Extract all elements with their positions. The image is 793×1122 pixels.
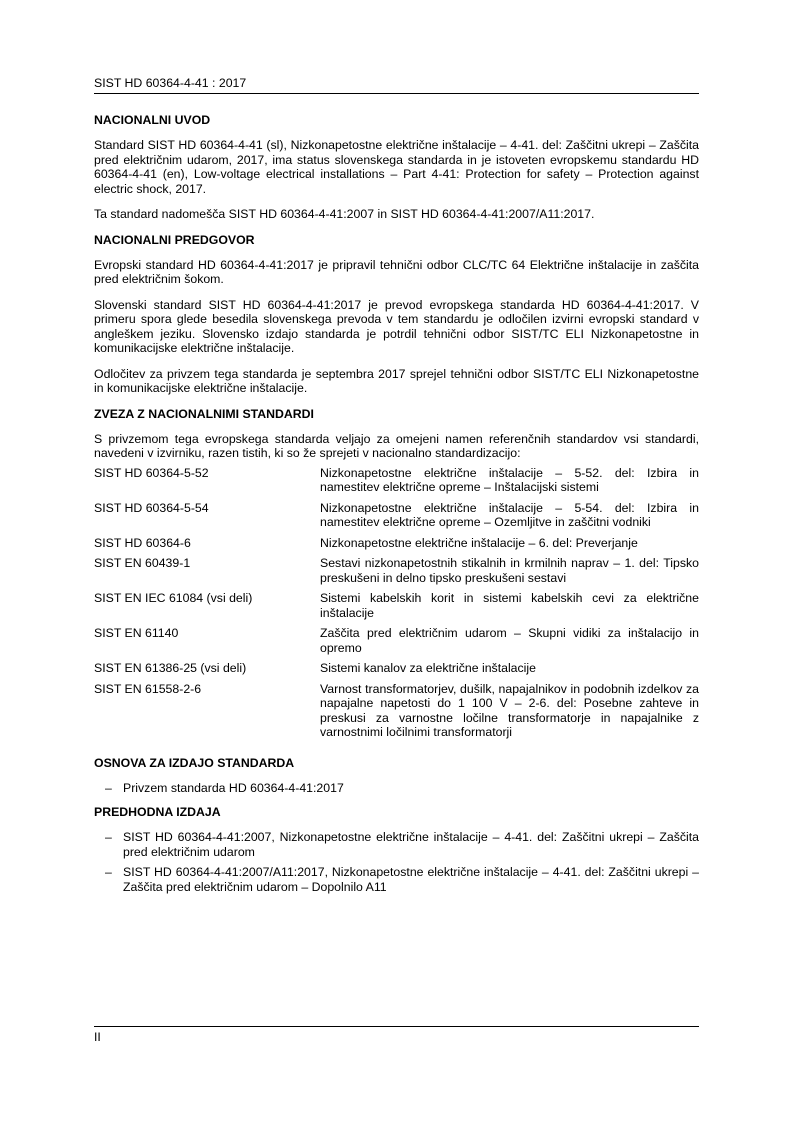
- standard-code: SIST EN 61558-2-6: [94, 681, 202, 696]
- standard-description: Nizkonapetostne električne inštalacije – 5-54. del: Izbira in namestitev električne opreme – Ozemljitve in zaščitni vodniki: [320, 500, 699, 529]
- predgovor-paragraph-1: Evropski standard HD 60364-4-41:2017 je pripravil tehnični odbor CLC/TC 64 Električne inštalacije in zaščita pred električnim šokom.: [94, 257, 699, 286]
- list-item-text: Privzem standarda HD 60364-4-41:2017: [123, 780, 344, 795]
- header-title: SIST HD 60364-4-41 : 2017: [94, 76, 247, 90]
- standard-description: Sestavi nizkonapetostnih stikalnih in krmilnih naprav – 1. del: Tipsko preskušeni in delno tipsko preskušeni sestavi: [320, 556, 699, 585]
- uvod-paragraph-2: Ta standard nadomešča SIST HD 60364-4-41:2007 in SIST HD 60364-4-41:2007/A11:2017.: [94, 207, 595, 221]
- table-row: [94, 661, 699, 682]
- document-body: [94, 113, 699, 904]
- predhodna-list: [94, 830, 699, 894]
- standard-description: Zaščita pred električnim udarom – Skupni vidiki za inštalacijo in opremo: [320, 626, 699, 655]
- zveza-intro: S privzemom tega evropskega standarda veljajo za omejeni namen referenčnih standardov vsi standardi, navedeni v izvirniku, razen tistih, ki so že sprejeti v nacionalno standardizacijo:: [94, 431, 699, 460]
- dash-bullet: –: [105, 865, 112, 879]
- standard-code: SIST HD 60364-5-54: [94, 500, 209, 515]
- heading-predhodna: PREDHODNA IZDAJA: [94, 805, 221, 819]
- standard-code: SIST HD 60364-5-52: [94, 465, 209, 480]
- osnova-list: [94, 781, 699, 796]
- standard-code: SIST EN 60439-1: [94, 556, 191, 570]
- list-item: [94, 830, 699, 859]
- table-row: [94, 591, 699, 626]
- dash-bullet: –: [105, 830, 112, 844]
- table-row: [94, 466, 699, 501]
- heading-nacionalni-predgovor: NACIONALNI PREDGOVOR: [94, 232, 255, 247]
- page-header: [94, 76, 699, 94]
- standard-description: Varnost transformatorjev, dušilk, napajalnikov in podobnih izdelkov za napajalne napetosti do 1 100 V – 2-6. del: Posebne zahteve in preskusi za varnostne ločilne transformatorje in napajalnike z varnostnimi ločilnimi transformatorji: [320, 681, 699, 739]
- table-row: [94, 536, 699, 557]
- table-row: [94, 556, 699, 591]
- list-item-text: SIST HD 60364-4-41:2007, Nizkonapetostne električne inštalacije – 4-41. del: Zaščitni ukrepi – Zaščita pred električnim udarom: [123, 830, 699, 859]
- heading-zveza: ZVEZA Z NACIONALNIMI STANDARDI: [94, 406, 314, 421]
- list-item: [94, 781, 699, 796]
- table-row: [94, 682, 699, 746]
- list-item: [94, 865, 699, 894]
- uvod-paragraph-1: Standard SIST HD 60364-4-41 (sl), Nizkonapetostne električne inštalacije – 4-41. del: Zaščitni ukrepi – Zaščita pred električnim udarom, 2017, ima status slovenskega standarda in je istoveten evropskemu standardu HD 60364-4-41 (en), Low-voltage electrical installations – Part 4-41: Protection for safety – Protection against electric shock, 2017.: [94, 138, 699, 196]
- heading-nacionalni-uvod: NACIONALNI UVOD: [94, 113, 211, 127]
- table-row: [94, 501, 699, 536]
- standard-description: Sistemi kanalov za električne inštalacije: [320, 661, 536, 675]
- page-footer: [94, 1026, 699, 1044]
- standard-description: Sistemi kabelskih korit in sistemi kabelskih cevi za električne inštalacije: [320, 591, 699, 620]
- standard-code: SIST EN 61140: [94, 626, 179, 640]
- standards-table: [94, 466, 699, 746]
- predgovor-paragraph-2: Slovenski standard SIST HD 60364-4-41:2017 je prevod evropskega standarda HD 60364-4-41:2017. V primeru spora glede besedila slovenskega prevoda v tem standardu je odločilen izvirni evropski standard v angleškem jeziku. Slovensko izdajo standarda je potrdil tehnični odbor SIST/TC ELI Nizkonapetostne in komunikacijske električne inštalacije.: [94, 297, 699, 355]
- standard-code: SIST HD 60364-6: [94, 535, 191, 550]
- standard-description: Nizkonapetostne električne inštalacije – 5-52. del: Izbira in namestitev električne opreme – Inštalacijski sistemi: [320, 465, 699, 494]
- page-number: II: [94, 1030, 101, 1044]
- table-row: [94, 626, 699, 661]
- dash-bullet: –: [105, 780, 112, 795]
- heading-osnova: OSNOVA ZA IZDAJO STANDARDA: [94, 755, 295, 770]
- predgovor-paragraph-3: Odločitev za privzem tega standarda je septembra 2017 sprejel tehnični odbor SIST/TC ELI Nizkonapetostne in komunikacijske električne inštalacije.: [94, 366, 699, 395]
- standard-code: SIST EN 61386-25 (vsi deli): [94, 661, 247, 675]
- standard-description: Nizkonapetostne električne inštalacije – 6. del: Preverjanje: [320, 535, 638, 550]
- list-item-text: SIST HD 60364-4-41:2007/A11:2017, Nizkonapetostne električne inštalacije – 4-41. del: Zaščitni ukrepi – Zaščita pred električnim udarom – Dopolnilo A11: [123, 865, 699, 894]
- standard-code: SIST EN IEC 61084 (vsi deli): [94, 591, 253, 605]
